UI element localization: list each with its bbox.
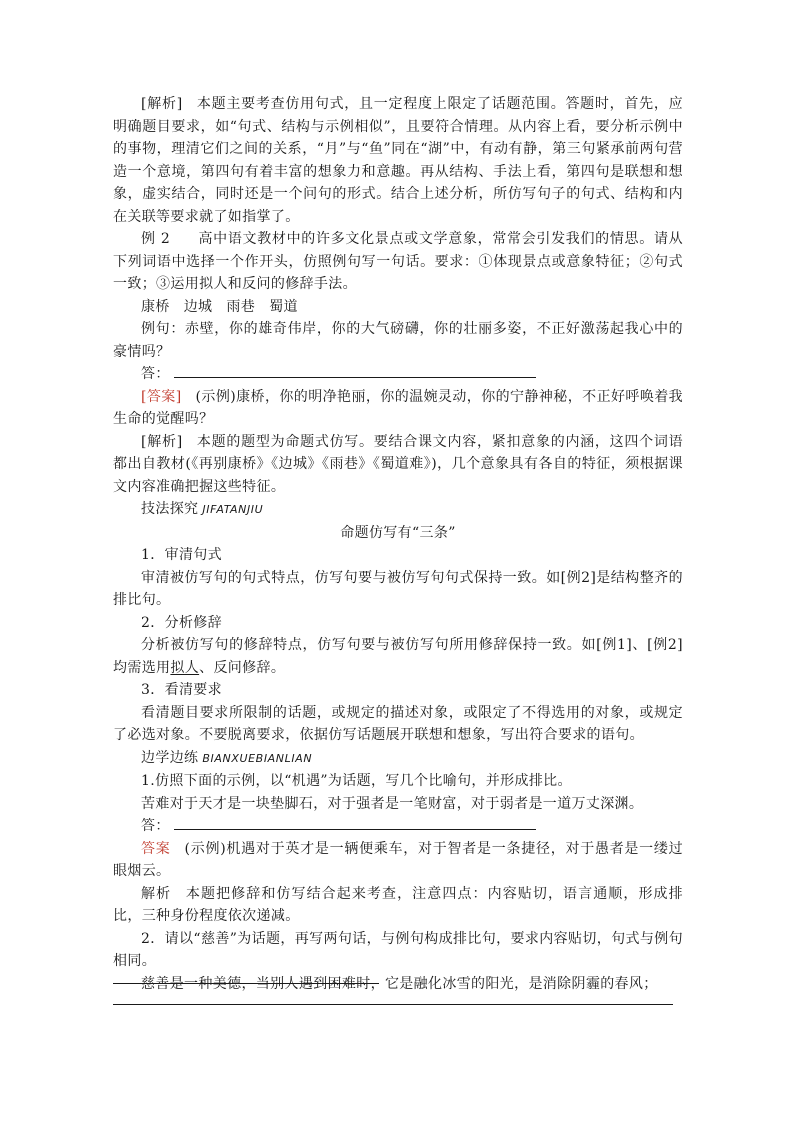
analysis-paragraph-2	[113, 431, 683, 499]
point-heading: 1．审清句式	[141, 547, 223, 563]
word-option: 雨巷	[226, 298, 256, 315]
question-2-prompt: 2．请以“慈善”为话题，再写两句话，与例句构成排比句，要求内容贴切，句式与例句相同。	[113, 930, 683, 969]
sample-text: 赤壁，你的雄奇伟岸，你的大气磅礴，你的壮丽多姿，不正好激荡起我心中的豪情吗？	[113, 321, 683, 360]
sample-label: 例句：	[141, 321, 185, 337]
answer-tag: 答案	[141, 840, 171, 857]
point-body: 审清被仿写句的句式特点，仿写句要与被仿写句句式保持一致。如[例2]是结构整齐的排比句。	[113, 569, 683, 608]
point-body	[113, 634, 683, 679]
answer-blank-row-1	[113, 363, 683, 386]
example-text: 高中语文教材中的许多文化景点或文学意象，常常会引发我们的情思。请从下列词语中选择一个作开头，仿照例句写一句话。要求：①体现景点或意象特征；②句式一致；③运用拟人和反问的修辞手法。	[113, 231, 683, 292]
point-heading: 2．分析修辞	[141, 614, 223, 631]
practice-heading	[113, 747, 683, 771]
analysis-text: 本题的题型为命题式仿写。要结合课文内容，紧扣意象的内涵，这四个词语都出自教材(《再别康桥》《边城》《雨巷》《蜀道难》)，几个意象具有各自的特征，须根据课文内容准确把握这些特征。	[113, 433, 683, 495]
section-title: 命题仿写有“三条”	[340, 524, 456, 541]
question-1-prompt: 1.仿照下面的示例，以“机遇”为话题，写几个比喻句，并形成排比。	[141, 773, 572, 789]
word-options	[113, 296, 683, 319]
answer-prompt: 答：	[141, 366, 170, 382]
example-2-paragraph	[113, 228, 683, 296]
answer-text: (示例)康桥，你的明净艳丽，你的温婉灵动，你的宁静神秘，不正好呼唤着我生命的觉醒吗？	[113, 388, 684, 427]
analysis-tag: [解析]	[141, 96, 183, 112]
point-body-text: 、反问修辞。	[199, 659, 286, 676]
technique-label: 技法探究	[141, 501, 199, 517]
answer-tag: [答案]	[141, 388, 182, 405]
writing-blank-line-long[interactable]	[113, 1004, 673, 1005]
technique-pinyin: JIFATANJIU	[202, 503, 264, 516]
point-body-text: 分析被仿写句的修辞特点，仿写句要与被仿写句所用修辞保持一致。如[例1]、[例2]均需选用	[113, 637, 683, 676]
word-option: 边城	[183, 298, 213, 315]
answer-paragraph-2	[113, 838, 683, 883]
example-label: 例 2	[141, 231, 171, 247]
practice-pinyin: BIANXUEBIANLIAN	[202, 751, 313, 765]
word-option: 康桥	[141, 298, 170, 315]
answer-blank-line[interactable]	[174, 815, 536, 830]
answer-prompt: 答：	[141, 818, 170, 834]
analysis-tag: [解析]	[141, 433, 183, 450]
answer-blank-row-2	[113, 815, 683, 838]
answer-paragraph-1	[113, 386, 683, 431]
question-1-example: 苦难对于天才是一块垫脚石，对于强者是一笔财富，对于弱者是一道万丈深渊。	[141, 795, 644, 812]
practice-label: 边学边练	[141, 749, 199, 766]
answer-text: (示例)机遇对于英才是一辆便乘车，对于智者是一条捷径，对于愚者是一缕过眼烟云。	[113, 840, 684, 879]
sample-sentence	[113, 318, 683, 363]
word-option: 蜀道	[269, 298, 298, 315]
analysis-paragraph-1	[113, 93, 683, 228]
analysis-text: 本题把修辞和仿写结合起来考查，注意四点：内容贴切，语言通顺，形成排比，三种身份程度依次递减。	[113, 885, 683, 924]
question-2-example: 慈善是一种美德，当别人遇到困难时，它是融化冰雪的阳光，是消除阴霾的春风；	[141, 975, 658, 992]
point-heading: 3．看清要求	[141, 682, 223, 698]
writing-blank-line-short[interactable]	[113, 983, 379, 984]
answer-blank-line[interactable]	[174, 363, 536, 378]
analysis-text: 本题主要考查仿用句式，且一定程度上限定了话题范围。答题时，首先，应明确题目要求，如“句式、结构与示例相似”，且要符合情理。从内容上看，要分析示例中的事物，理清它们之间的关系，“月”与“鱼”同在“湖”中，有动有静，第三句紧承前两句营造一个意境，第四句有着丰富的想象力和意趣。再从结构、手法上看，第四句是联想和想象，虚实结合，同时还是一个问句的形式。结合上述分析，所仿写句子的句式、结构和内在关联等要求就了如指掌了。	[113, 96, 683, 225]
document-content	[113, 93, 683, 995]
underlined-term: 拟人	[170, 659, 200, 676]
point-body: 看清题目要求所限制的话题，或规定的描述对象，或限定了不得选用的对象，或规定了必选对象。不要脱离要求，依据仿写话题展开联想和想象，写出符合要求的语句。	[113, 704, 683, 743]
analysis-paragraph-3	[113, 883, 683, 928]
analysis-tag: 解析	[141, 885, 172, 902]
technique-heading	[113, 498, 683, 522]
